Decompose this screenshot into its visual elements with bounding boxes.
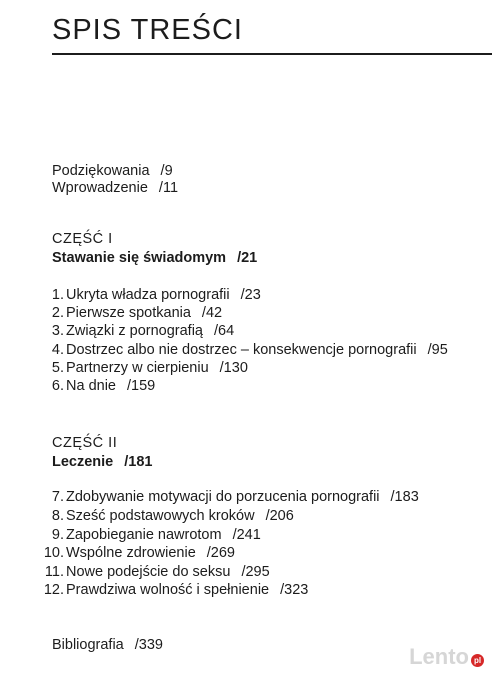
chapter-page: /42 <box>201 305 223 321</box>
chapter-label: Wspólne zdrowienie <box>66 545 196 561</box>
entry-page: /339 <box>134 637 163 653</box>
entry-page: /11 <box>158 180 179 196</box>
chapter-page: /23 <box>240 287 261 303</box>
toc-chapter <box>24 341 448 359</box>
page-title: SPIS TREŚCI <box>52 14 243 46</box>
chapter-label: Pierwsze spotkania <box>66 305 191 321</box>
toc-chapter <box>24 322 234 340</box>
chapter-page: /241 <box>232 527 261 543</box>
chapter-number: 1. <box>51 287 64 303</box>
chapter-number: 3. <box>51 323 64 339</box>
chapter-number: 8. <box>51 508 64 524</box>
toc-chapter <box>24 507 294 525</box>
entry-label: Bibliografia <box>52 637 124 653</box>
chapter-page: /323 <box>280 582 309 598</box>
chapter-number: 9. <box>51 527 64 543</box>
chapter-number: 11. <box>44 564 64 580</box>
chapter-label: Prawdziwa wolność i spełnienie <box>66 582 270 598</box>
chapter-page: /183 <box>390 489 419 505</box>
toc-chapter <box>24 359 248 377</box>
entry-label: Wprowadzenie <box>52 180 148 196</box>
chapter-page: /206 <box>265 508 294 524</box>
title-rule <box>52 53 492 55</box>
part-title <box>52 249 257 267</box>
watermark-badge: pl <box>471 654 484 667</box>
chapter-page: /130 <box>219 360 248 376</box>
chapter-label: Sześć podstawowych kroków <box>66 508 255 524</box>
watermark-logo <box>409 644 484 670</box>
part-title-page: /21 <box>237 250 258 266</box>
toc-chapter <box>24 286 261 304</box>
toc-chapter <box>24 304 222 322</box>
part-title-label: Leczenie <box>52 454 114 470</box>
toc-entry-back <box>52 636 163 654</box>
chapter-page: /295 <box>241 564 270 580</box>
toc-chapter <box>24 526 261 544</box>
chapter-number: 2. <box>51 305 64 321</box>
toc-chapter <box>24 544 235 562</box>
chapter-label: Zdobywanie motywacji do porzucenia pornografii <box>66 489 380 505</box>
chapter-page: /269 <box>206 545 235 561</box>
chapter-label: Ukryta władza pornografii <box>66 287 230 303</box>
chapter-label: Partnerzy w cierpieniu <box>66 360 209 376</box>
chapter-number: 7. <box>51 489 64 505</box>
part-title-page: /181 <box>124 454 153 470</box>
toc-entry-front <box>52 162 173 180</box>
part-heading: CZĘŚĆ I <box>52 231 113 247</box>
toc-chapter <box>24 377 155 395</box>
chapter-number: 10. <box>43 545 64 561</box>
part-heading: CZĘŚĆ II <box>52 435 118 451</box>
chapter-label: Nowe podejście do seksu <box>66 564 231 580</box>
part-title <box>52 453 152 471</box>
chapter-page: /64 <box>214 323 235 339</box>
chapter-label: Związki z pornografią <box>66 323 203 339</box>
chapter-number: 5. <box>51 360 64 376</box>
chapter-label: Dostrzec albo nie dostrzec – konsekwencje pornografii <box>66 342 417 358</box>
toc-chapter <box>24 563 270 581</box>
chapter-number: 6. <box>51 378 64 394</box>
chapter-page: /159 <box>126 378 156 394</box>
watermark-text: Lento <box>409 644 469 669</box>
part-title-label: Stawanie się świadomym <box>52 250 227 266</box>
toc-entry-front <box>52 179 178 197</box>
chapter-label: Zapobieganie nawrotom <box>66 527 222 543</box>
entry-page: /9 <box>160 163 173 179</box>
chapter-page: /95 <box>427 342 448 358</box>
chapter-label: Na dnie <box>66 378 116 394</box>
chapter-number: 4. <box>51 342 64 358</box>
toc-chapter <box>24 581 308 599</box>
entry-label: Podziękowania <box>52 163 150 179</box>
toc-chapter <box>24 488 419 506</box>
chapter-number: 12. <box>43 582 64 598</box>
